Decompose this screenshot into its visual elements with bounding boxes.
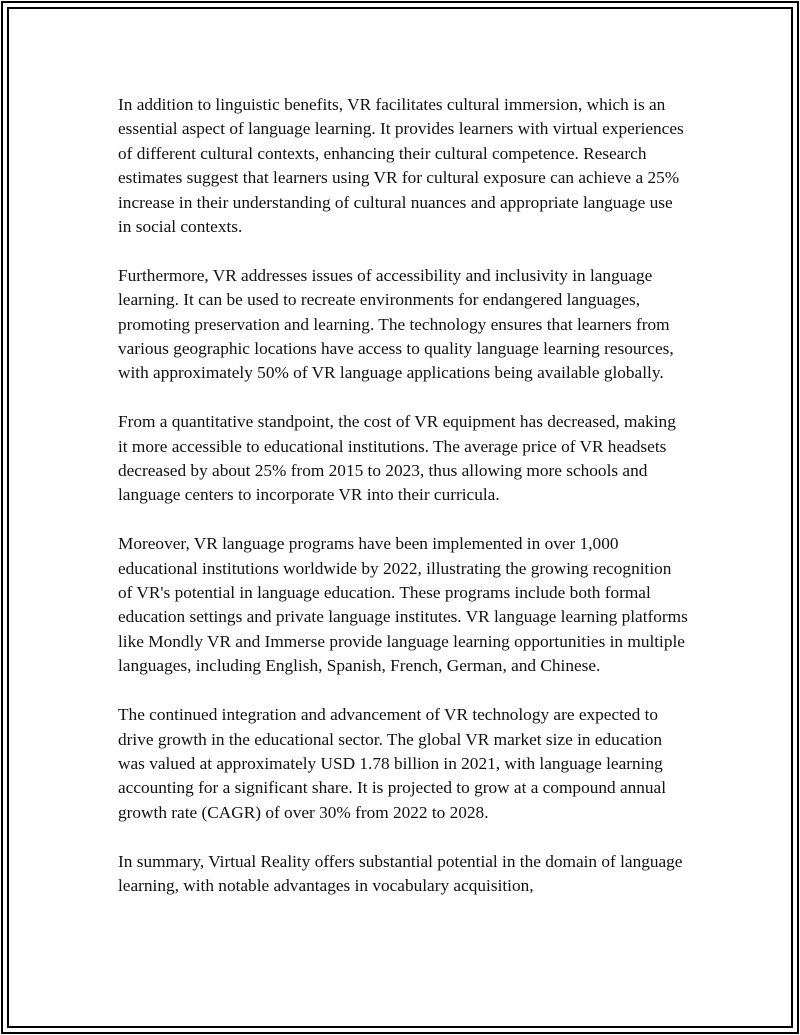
paragraph-equipment-cost: From a quantitative standpoint, the cost of VR equipment has decreased, making it more accessible to educational institutions. The average price of VR headsets decreased by about 25% from 2015 to 2023, thus allowing more schools and language centers to incorporate VR into their curricula. <box>118 412 676 505</box>
paragraph-summary: In summary, Virtual Reality offers substantial potential in the domain of language learning, with notable advantages in vocabulary acquisition, <box>118 851 683 895</box>
document-body <box>118 93 688 923</box>
paragraph-program-adoption: Moreover, VR language programs have been implemented in over 1,000 educational institutions worldwide by 2022, illustrating the growing recognition of VR's potential in language education. These programs include both formal education settings and private language institutes. VR language learning platforms like Mondly VR and Immerse provide language learning opportunities in multiple languages, including English, Spanish, French, German, and Chinese. <box>118 534 688 676</box>
paragraph-cultural-immersion: In addition to linguistic benefits, VR facilitates cultural immersion, which is an essential aspect of language learning. It provides learners with virtual experiences of different cultural contexts, enhancing their cultural competence. Research estimates suggest that learners using VR for cultural exposure can achieve a 25% increase in their understanding of cultural nuances and appropriate language use in social contexts. <box>118 95 684 237</box>
paragraph-market-growth: The continued integration and advancement of VR technology are expected to drive growth in the educational sector. The global VR market size in education was valued at approximately USD 1.78 billion in 2021, with language learning accounting for a significant share. It is projected to grow at a compound annual growth rate (CAGR) of over 30% from 2022 to 2028. <box>118 705 667 822</box>
paragraph-accessibility: Furthermore, VR addresses issues of accessibility and inclusivity in language learning. It can be used to recreate environments for endangered languages, promoting preservation and learning. The technology ensures that learners from various geographic locations have access to quality language learning resources, with approximately 50% of VR language applications being available globally. <box>118 265 674 383</box>
